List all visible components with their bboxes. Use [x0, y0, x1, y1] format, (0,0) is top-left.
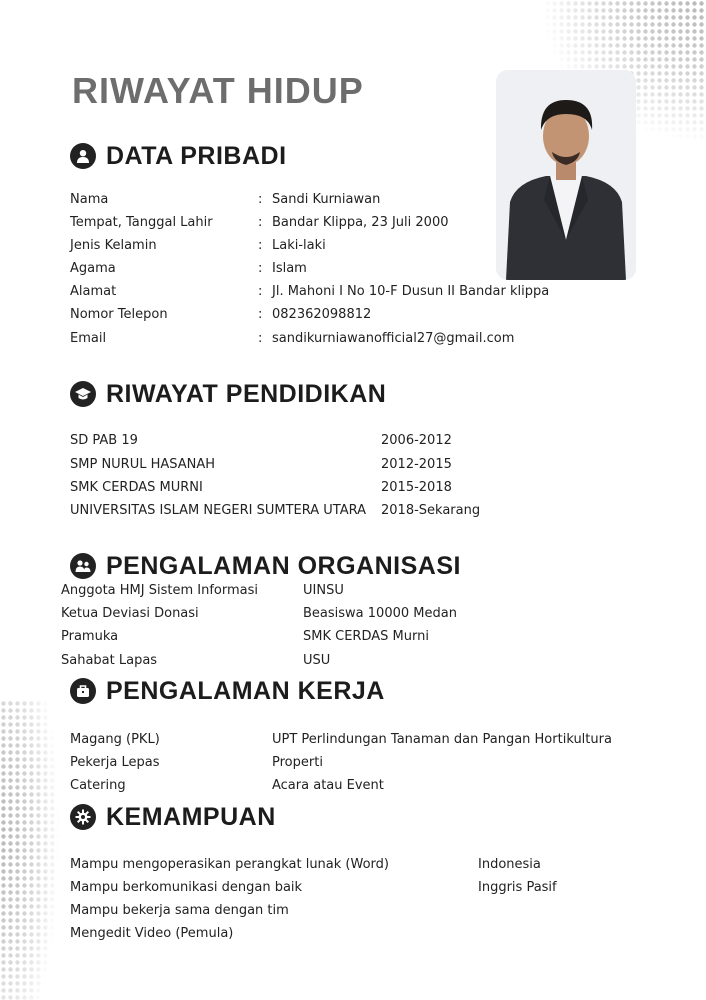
page-title: RIWAYAT HIDUP — [72, 70, 364, 111]
group-icon — [70, 553, 96, 579]
work-position: Pekerja Lepas — [70, 755, 160, 770]
section-title: KEMAMPUAN — [106, 802, 276, 831]
section-title: PENGALAMAN KERJA — [106, 676, 385, 705]
skill-item: Mampu bekerja sama dengan tim — [70, 903, 289, 918]
personal-value: Laki-laki — [272, 238, 326, 253]
education-years: 2015-2018 — [381, 480, 452, 495]
work-place: UPT Perlindungan Tanaman dan Pangan Hortikultura — [272, 732, 612, 747]
section-header-riwayat-pendidikan — [70, 379, 386, 409]
personal-label: Nama — [70, 192, 109, 207]
skill-item: Mengedit Video (Pemula) — [70, 926, 234, 941]
organization-name: USU — [303, 653, 331, 668]
language-item: Inggris Pasif — [478, 880, 557, 895]
personal-value: Jl. Mahoni I No 10-F Dusun II Bandar klippa — [272, 284, 550, 299]
education-school: SD PAB 19 — [70, 433, 138, 448]
section-title: PENGALAMAN ORGANISASI — [106, 551, 461, 580]
section-header-pengalaman-organisasi — [70, 551, 461, 581]
section-title: DATA PRIBADI — [106, 141, 287, 170]
briefcase-icon — [70, 678, 96, 704]
education-school: SMP NURUL HASANAH — [70, 457, 216, 472]
personal-separator: : — [258, 307, 263, 322]
graduation-cap-icon — [70, 381, 96, 407]
education-years: 2012-2015 — [381, 457, 452, 472]
personal-separator: : — [258, 284, 263, 299]
personal-separator: : — [258, 215, 263, 230]
skill-item: Mampu mengoperasikan perangkat lunak (Word) — [70, 857, 389, 872]
organization-name: UINSU — [303, 583, 344, 598]
personal-value: Islam — [272, 261, 307, 276]
personal-separator: : — [258, 192, 263, 207]
skill-item: Mampu berkomunikasi dengan baik — [70, 880, 303, 895]
personal-label: Agama — [70, 261, 116, 276]
personal-separator: : — [258, 261, 263, 276]
education-years: 2006-2012 — [381, 433, 452, 448]
organization-name: SMK CERDAS Murni — [303, 629, 429, 644]
personal-value: Sandi Kurniawan — [272, 192, 381, 207]
gear-icon — [70, 804, 96, 830]
organization-role: Sahabat Lapas — [61, 653, 158, 668]
section-header-kemampuan — [70, 802, 276, 832]
work-place: Acara atau Event — [272, 778, 384, 793]
education-school: UNIVERSITAS ISLAM NEGERI SUMTERA UTARA — [70, 503, 367, 518]
organization-name: Beasiswa 10000 Medan — [303, 606, 457, 621]
personal-label: Alamat — [70, 284, 117, 299]
personal-label: Nomor Telepon — [70, 307, 168, 322]
section-header-pengalaman-kerja — [70, 676, 385, 706]
personal-value: sandikurniawanofficial27@gmail.com — [272, 331, 515, 346]
organization-role: Pramuka — [61, 629, 119, 644]
profile-photo — [496, 70, 636, 280]
personal-label: Jenis Kelamin — [70, 238, 157, 253]
decorative-dots-bottom-left — [0, 700, 80, 1000]
section-header-data-pribadi — [70, 141, 287, 171]
education-years: 2018-Sekarang — [381, 503, 481, 518]
personal-value: Bandar Klippa, 23 Juli 2000 — [272, 215, 449, 230]
personal-separator: : — [258, 331, 263, 346]
organization-role: Anggota HMJ Sistem Informasi — [61, 583, 259, 598]
organization-role: Ketua Deviasi Donasi — [61, 606, 199, 621]
education-school: SMK CERDAS MURNI — [70, 480, 203, 495]
work-place: Properti — [272, 755, 323, 770]
personal-label: Tempat, Tanggal Lahir — [70, 215, 213, 230]
section-title: RIWAYAT PENDIDIKAN — [106, 379, 387, 408]
work-position: Magang (PKL) — [70, 732, 160, 747]
work-position: Catering — [70, 778, 126, 793]
language-item: Indonesia — [478, 857, 541, 872]
personal-label: Email — [70, 331, 107, 346]
user-icon — [70, 143, 96, 169]
personal-value: 082362098812 — [272, 307, 372, 322]
personal-separator: : — [258, 238, 263, 253]
